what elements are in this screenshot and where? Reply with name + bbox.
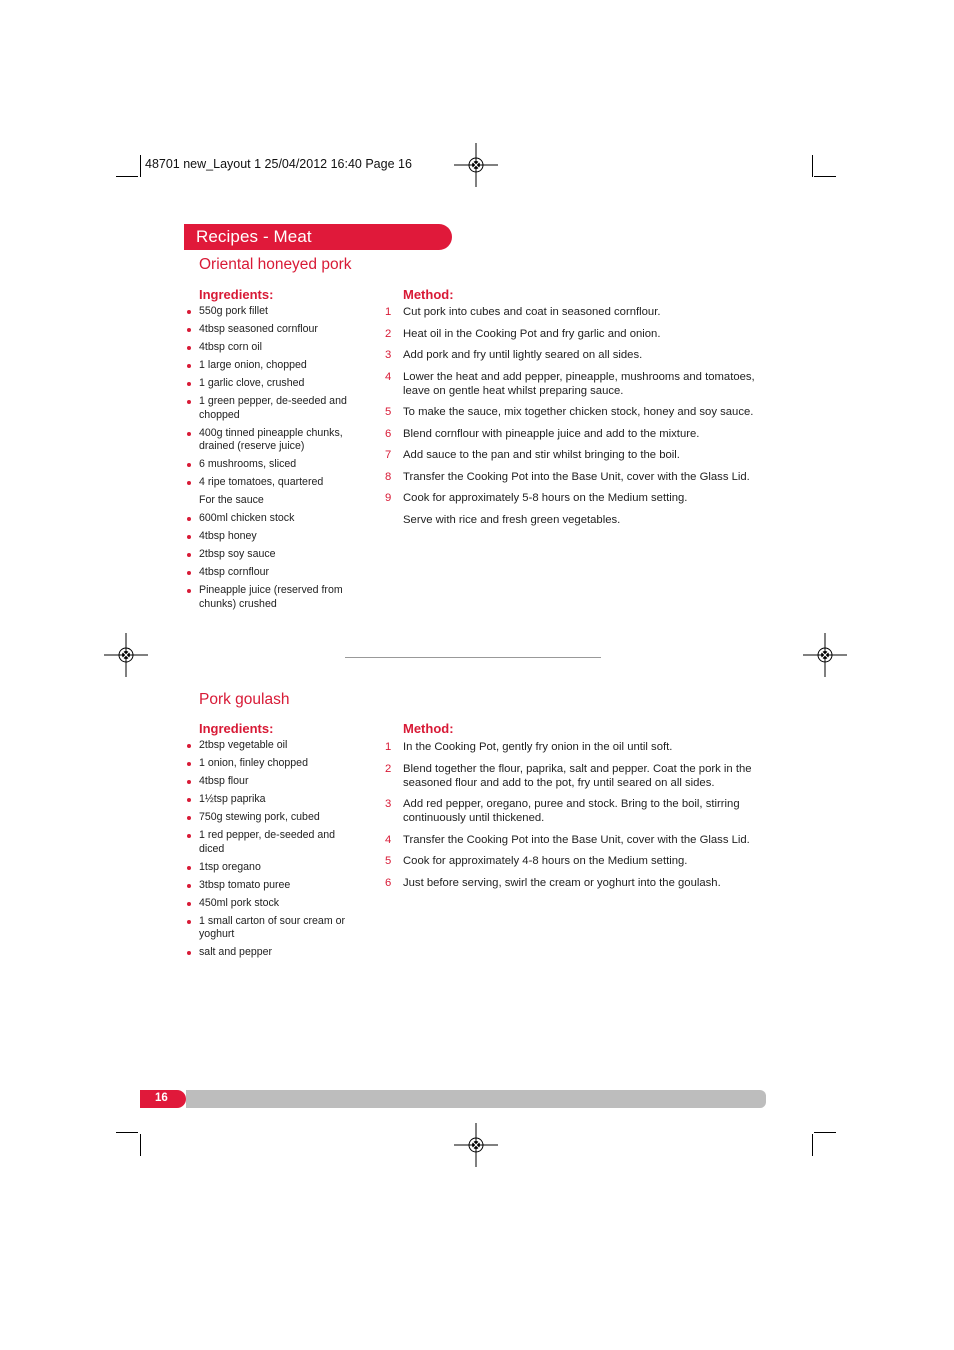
method-step	[385, 405, 765, 419]
crop-mark-icon	[812, 1134, 813, 1156]
method-step	[385, 762, 765, 790]
method-heading: Method:	[403, 721, 454, 736]
registration-mark-icon	[454, 1123, 498, 1167]
step-number: 4	[385, 370, 392, 383]
page-number: 16	[155, 1092, 168, 1104]
method-step	[385, 833, 765, 847]
ingredient-item: 1 red pepper, de-seeded and diced	[185, 829, 355, 856]
method-step	[385, 327, 765, 341]
step-number: 6	[385, 427, 392, 440]
step-text: Just before serving, swirl the cream or yoghurt into the goulash.	[403, 876, 721, 889]
method-step	[385, 370, 765, 398]
step-text: Add red pepper, oregano, puree and stock. Bring to the boil, stirring continuously until thickened.	[403, 798, 740, 824]
step-number: 4	[385, 833, 392, 846]
step-number: 2	[385, 327, 392, 340]
method-heading: Method:	[403, 287, 454, 302]
method-step	[385, 305, 765, 319]
step-number: 5	[385, 855, 392, 867]
ingredient-item: 400g tinned pineapple chunks, drained (reserve juice)	[185, 427, 355, 454]
step-text: Transfer the Cooking Pot into the Base Unit, cover with the Glass Lid.	[403, 833, 750, 846]
step-number: 2	[385, 762, 392, 775]
method-step	[385, 448, 765, 462]
method-step	[385, 740, 765, 754]
step-text: Transfer the Cooking Pot into the Base Unit, cover with the Glass Lid.	[403, 470, 750, 483]
ingredient-item: Pineapple juice (reserved from chunks) crushed	[185, 584, 355, 611]
step-number: 3	[385, 349, 392, 361]
ingredient-item: 1½tsp paprika	[185, 793, 355, 807]
method-step	[385, 491, 765, 505]
method-step	[385, 348, 765, 362]
page-number-tab	[140, 1090, 186, 1108]
registration-mark-icon	[454, 143, 498, 187]
ingredients-heading: Ingredients:	[199, 721, 274, 736]
ingredient-item: 1tsp oregano	[185, 861, 355, 875]
step-text: Heat oil in the Cooking Pot and fry garlic and onion.	[403, 327, 661, 340]
ingredient-item: 3tbsp tomato puree	[185, 879, 355, 893]
ingredient-item: 6 mushrooms, sliced	[185, 458, 355, 472]
recipe-title: Oriental honeyed pork	[199, 256, 352, 273]
step-text: Cut pork into cubes and coat in seasoned cornflour.	[403, 306, 661, 318]
ingredient-item: 1 small carton of sour cream or yoghurt	[185, 915, 355, 942]
method-step	[385, 876, 765, 890]
ingredient-item: 450ml pork stock	[185, 897, 355, 911]
ingredient-item: 550g pork fillet	[185, 305, 355, 319]
ingredient-item: For the sauce	[199, 494, 264, 506]
ingredient-item: 750g stewing pork, cubed	[185, 811, 355, 825]
step-text: Lower the heat and add pepper, pineapple, mushrooms and tomatoes, leave on gentle heat whilst preparing sauce.	[403, 370, 755, 397]
step-number: 1	[385, 741, 392, 753]
step-number: 9	[385, 492, 392, 504]
step-number: 8	[385, 470, 392, 483]
method-step	[385, 513, 765, 527]
method-step	[385, 854, 765, 868]
step-text: Cook for approximately 4-8 hours on the Medium setting.	[403, 855, 688, 867]
ingredient-item: 1 green pepper, de-seeded and chopped	[185, 395, 355, 422]
recipe-divider	[345, 657, 601, 658]
section-title: Recipes - Meat	[196, 227, 312, 246]
step-text: Blend together the flour, paprika, salt and pepper. Coat the pork in the seasoned flour and add to the pot, fry until seared on all sides.	[403, 762, 752, 789]
method-step	[385, 470, 765, 484]
step-text: Add sauce to the pan and stir whilst bringing to the boil.	[403, 449, 680, 461]
ingredient-item: 4tbsp honey	[185, 530, 355, 544]
ingredients-heading: Ingredients:	[199, 287, 274, 302]
recipe-title: Pork goulash	[199, 691, 290, 708]
print-slug: 48701 new_Layout 1 25/04/2012 16:40 Page 16	[145, 157, 412, 171]
step-number: 7	[385, 449, 392, 461]
ingredient-item: 1 onion, finley chopped	[185, 757, 355, 771]
method-list	[385, 740, 765, 897]
crop-mark-icon	[140, 155, 141, 177]
ingredient-item: 4tbsp flour	[185, 775, 355, 789]
step-number: 5	[385, 406, 392, 418]
crop-mark-icon	[116, 1132, 138, 1133]
crop-mark-icon	[814, 176, 836, 177]
method-list	[385, 305, 765, 534]
crop-mark-icon	[814, 1132, 836, 1133]
ingredient-item: 1 garlic clove, crushed	[185, 377, 355, 391]
crop-mark-icon	[812, 155, 813, 177]
method-step	[385, 797, 765, 825]
step-text: Blend cornflour with pineapple juice and add to the mixture.	[403, 427, 700, 440]
step-text: To make the sauce, mix together chicken stock, honey and soy sauce.	[403, 406, 754, 418]
ingredient-item: salt and pepper	[185, 946, 355, 960]
ingredient-item: 600ml chicken stock	[185, 512, 355, 526]
ingredient-item: 4tbsp seasoned cornflour	[185, 323, 355, 337]
ingredient-item: 4 ripe tomatoes, quartered	[185, 476, 355, 490]
step-text: Add pork and fry until lightly seared on all sides.	[403, 349, 643, 361]
step-text: In the Cooking Pot, gently fry onion in the oil until soft.	[403, 741, 673, 753]
registration-mark-icon	[803, 633, 847, 677]
ingredient-item: 2tbsp soy sauce	[185, 548, 355, 562]
registration-mark-icon	[104, 633, 148, 677]
ingredient-item: 2tbsp vegetable oil	[185, 739, 355, 753]
ingredients-list	[185, 305, 355, 616]
ingredient-item: 4tbsp cornflour	[185, 566, 355, 580]
crop-mark-icon	[140, 1134, 141, 1156]
step-text: Cook for approximately 5-8 hours on the Medium setting.	[403, 492, 688, 504]
method-step	[385, 427, 765, 441]
step-number: 6	[385, 876, 392, 889]
ingredient-item: 4tbsp corn oil	[185, 341, 355, 355]
ingredients-list	[185, 739, 355, 964]
step-number: 3	[385, 798, 392, 810]
section-header-bar	[184, 224, 452, 250]
crop-mark-icon	[116, 176, 138, 177]
step-number: 1	[385, 306, 392, 318]
footer-bar	[186, 1090, 766, 1108]
step-text: Serve with rice and fresh green vegetables.	[403, 513, 621, 526]
ingredient-item: 1 large onion, chopped	[185, 359, 355, 373]
